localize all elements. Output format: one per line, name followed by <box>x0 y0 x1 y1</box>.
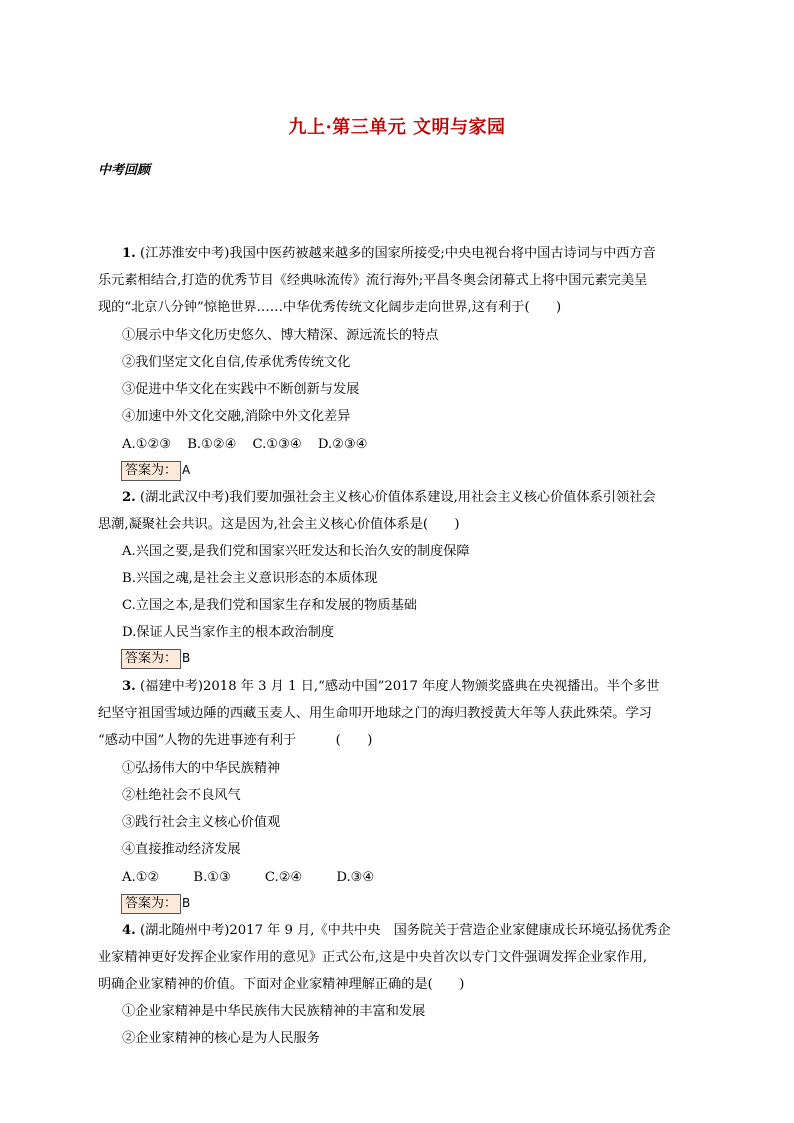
option-b: B.①③ <box>193 870 231 885</box>
answer-value: B <box>182 896 191 910</box>
section-heading: 中考回顾 <box>98 163 151 178</box>
question-3-line-1: 3. (福建中考)2018 年 3 月 1 日,“感动中国”2017 年度人物颁奖盛典在央视播出。半个多世 <box>122 679 660 694</box>
question-3-item: ④直接推动经济发展 <box>122 842 241 857</box>
answer-value: A <box>182 463 191 477</box>
question-2-item: B.兴国之魂,是社会主义意识形态的本质体现 <box>122 571 378 586</box>
question-1-line-2: 乐元素相结合,打造的优秀节目《经典咏流传》流行海外;平昌冬奥会闭幕式上将中国元素完美呈 <box>98 273 648 288</box>
question-1-answer <box>121 461 190 481</box>
answer-label: 答案为： <box>121 649 181 669</box>
option-d: D.②③④ <box>317 437 368 452</box>
question-1-options <box>122 436 722 454</box>
question-3-item: ②杜绝社会不良风气 <box>122 788 241 803</box>
option-d: D.③④ <box>336 870 375 885</box>
question-2-item: D.保证人民当家作主的根本政治制度 <box>122 625 335 640</box>
question-4-number: 4. <box>122 923 136 938</box>
question-4-line-1: 4. (湖北随州中考)2017 年 9 月,《中共中央 国务院关于营造企业家健康成长环境弘扬优秀企 <box>122 923 671 938</box>
question-1-line-3: 现的“北京八分钟”惊艳世界……中华优秀传统文化阔步走向世界,这有利于( ) <box>98 300 562 315</box>
question-2-item: C.立国之本,是我们党和国家生存和发展的物质基础 <box>122 598 417 613</box>
question-3-item: ①弘扬伟大的中华民族精神 <box>122 761 281 776</box>
question-2-item: A.兴国之要,是我们党和国家兴旺发达和长治久安的制度保障 <box>122 544 470 559</box>
page-title: 九上·第三单元 文明与家园 <box>288 117 506 138</box>
question-2-answer <box>121 649 190 669</box>
question-4-line-3: 明确企业家精神的价值。下面对企业家精神理解正确的是( ) <box>98 977 465 992</box>
option-b: B.①②④ <box>187 437 237 452</box>
option-c: C.②④ <box>264 870 303 885</box>
answer-value: B <box>182 651 191 665</box>
question-1-item: ①展示中华文化历史悠久、博大精深、源远流长的特点 <box>122 328 439 343</box>
question-3-options <box>122 869 722 887</box>
question-2-line-1: 2. (湖北武汉中考)我们要加强社会主义核心价值体系建设,用社会主义核心价值体系引领社会 <box>122 490 656 505</box>
question-3-line-2: 纪坚守祖国雪域边陲的西藏玉麦人、用生命叩开地球之门的海归教授黄大年等人获此殊荣。学习 <box>98 706 652 721</box>
option-c: C.①③④ <box>252 437 302 452</box>
question-3-number: 3. <box>122 679 136 694</box>
question-2-number: 2. <box>122 490 136 505</box>
question-3-item: ③践行社会主义核心价值观 <box>122 815 281 830</box>
question-1-item: ③促进中华文化在实践中不断创新与发展 <box>122 382 360 397</box>
question-1-line-1: 1. (江苏淮安中考)我国中医药被越来越多的国家所接受;中央电视台将中国古诗词与中西方音 <box>122 246 656 261</box>
question-1-item: ④加速中外文化交融,消除中外文化差异 <box>122 409 351 424</box>
question-4-line-2: 业家精神更好发挥企业家作用的意见》正式公布,这是中央首次以专门文件强调发挥企业家作用, <box>98 950 648 965</box>
answer-label: 答案为： <box>121 894 181 914</box>
question-4-item: ①企业家精神是中华民族伟大民族精神的丰富和发展 <box>122 1004 426 1019</box>
option-a: A.①②③ <box>122 437 172 452</box>
question-2-line-2: 思潮,凝聚社会共识。这是因为,社会主义核心价值体系是( ) <box>98 517 460 532</box>
question-3-line-3: “感动中国”人物的先进事迹有利于 ( ) <box>98 733 373 748</box>
answer-label: 答案为： <box>121 461 181 481</box>
question-4-item: ②企业家精神的核心是为人民服务 <box>122 1031 320 1046</box>
question-1-item: ②我们坚定文化自信,传承优秀传统文化 <box>122 355 351 370</box>
option-a: A.①② <box>122 870 160 885</box>
question-1-number: 1. <box>122 246 136 261</box>
question-3-answer <box>121 894 190 914</box>
